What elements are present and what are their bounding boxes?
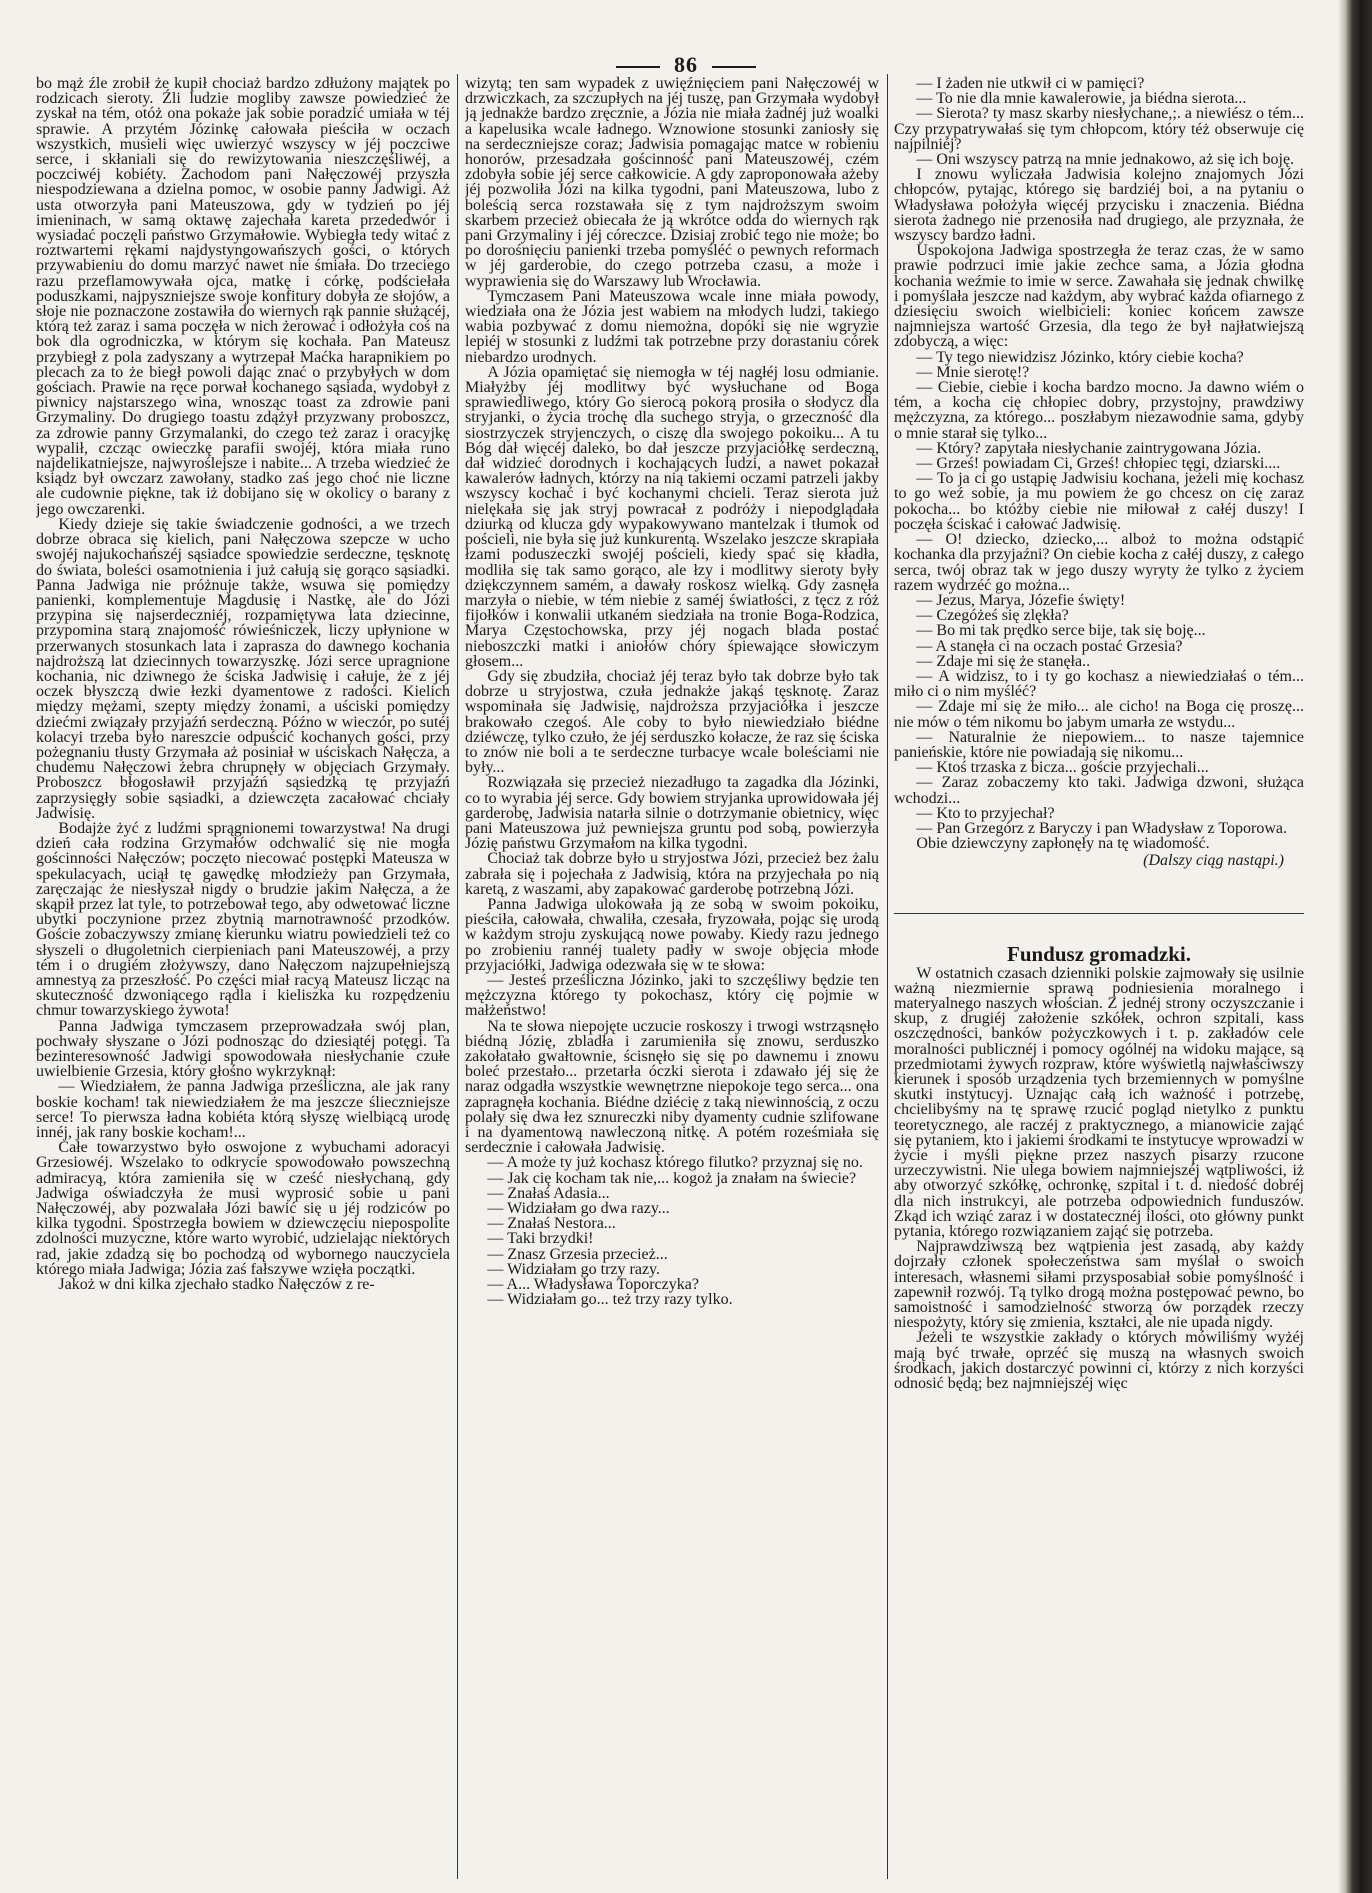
paragraph: — Wiedziałem, że panna Jadwiga prześliczna, ale jak rany boskie kocham! tak niewiedziałem że ma jeszcze ślieczniejsze serce! To pierwsza ładna kobiéta którą słyszę wielbiącą urodę innéj, jak rany boskie kocham!... (36, 1078, 450, 1142)
paragraph: — Bo mi tak prędko serce bije, tak się boję... (916, 622, 1206, 640)
paragraph: bo mąż źle zrobił że kupił chociaż bardzo zdłużony majątek po rodzicach sieroty. Źli ludzie mogliby zawsze powiedzieć że zyskał na tém, otóż ona pokaże jak sobie poradzić umiała w téj sprawie. A przytém Józinkę całowała pieściła w oczach wszystkich, musieli więc uwierzyć wszyscy w jéj poczciwe serce, i skłaniali się do rewizytowania nieszczęśliwéj, a poczciwéj kobiéty. Zachodom pani Nałęczowéj przyszła niespodziewana a dzielna pomoc, w osobie panny Jadwigi. Aż usta otworzyła pani Mateuszowa, gdy w tydzień po jéj imieninach, w samą oktawę zajechała kareta przededwór i wysiadać poczęli państwo Grzymałowie. Wybiegła tedy witać z roztwartemi rękami najdystyngowańszych gości, o których przywabieniu do domu marzyć nawet nie śmiała. Do trzeciego razu przeflamowywała ojca, matkę i córkę, podściełała poduszkami, najpyszniejsze swoje konfitury dobyła ze słojów, a słoje nie poznaczone zostawiła do wiernych rąk pannie służącéj, którą też zaraz i sama poczęła w nich żerować i odłożyła coś na bok dla ogrodniczka, w którym się kochała. Pan Mateusz przybiegł z pola zadyszany a wytrzepał Maćka harapnikiem po plecach za to że biegł powoli dając znać o przybyłych w dom gościach. Prawie na ręce porwał kochanego sąsiada, wydobył z piwnicy najstarszego wina, wnosząc toast za zdrowie pani Grzymaliny. Do drugiego toastu zdążył przyzwany proboszcz, za zdrowie panny Grzymalanki, do czego też zaraz i oracyjkę wypalił, czcząc owieczkę parafii swojéj, która miała runo najdelikatniejsze, najwyroślejsze i nabite... A trzeba wiedzieć że ksiądz był owczarz zawołany, stadko zaś jego choć nie liczne ale cudownie piękne, tak iż dobijano się w okolicy o barany z jego owczarenki. (36, 76, 450, 518)
paragraph: — To nie dla mnie kawalerowie, ja biédna sierota... (916, 90, 1247, 108)
decorative-dash (712, 66, 756, 68)
paragraph: Całe towarzystwo było oswojone z wybuchami adoracyi Grzesiowéj. Wszelako to odkrycie spowodowało powszechną admiracyą, która zamieniła się w cześć niesłychaną, gdy Jadwiga oświadczyła że musi wyprosić sobie u pani Nałęczowéj, aby pozwalała Józi bawić się u jéj rodziców po kilka tygodni. Spostrzegła bowiem w dziewczęciu niepospolite zdolności muzyczne, które warto wyrobić, udzielając niektórych rad, jakie zdadzą się bo pochodzą od wybornego nauczyciela którego miała Jadwiga; Józia zaś fałszywe wzięła początki. (36, 1139, 450, 1278)
paragraph: Uspokojona Jadwiga spostrzegła że teraz czas, że w samo prawie podrzuci imie jakie zechce sama, a Józia głodna kochania weźmie to imie w serce. Zawahała się jednak chwilkę i pomyślała jeszcze nad każdym, aby wybrać każda ofiarnego z dziesięciu swoich wielbicieli: koniec końcem zawsze najmniejsza wartość Grzesia, dla tego że był najłatwiejszą zdobyczą, a więc: (894, 242, 1304, 351)
paragraph: — Ktoś trzaska z bicza... goście przyjechali... (916, 759, 1209, 777)
section-divider (894, 913, 1304, 914)
paragraph: — Pan Grzegórz z Baryczy i pan Władysław z Toporowa. (916, 819, 1287, 837)
paragraph: Na te słowa niepojęte uczucie roskoszy i trwogi wstrząsnęło biédną Józię, zbladła i zarumieniła się znowu, serduszko zakołatało gwałtownie, ścisnęło się się po dawnemu i znowu boleć przestało... przetarła óczki sierota i zdawało jéj się że naraz odgadła wszystkie wewnętrzne niepokoje tego serca... ona zapragnęła kochania. Biédne dziécię z taką niewinnością, z oczu polały się dwa łez sznureczki niby dyamenty cudnie szlifowane i na dyamentową nawleczoną nitkę. A potém roześmiała się serdecznie i całowała Jadwisię. (465, 1017, 879, 1157)
text-column-3 (894, 76, 1304, 1884)
paragraph: Jakoż w dni kilka zjechało stadko Nałęczów z re- (58, 1276, 375, 1294)
paragraph: — Jesteś prześliczna Józinko, jaki to szczęśliwy będzie ten mężczyzna którego ty pokochasz, który cię pojmie w małżeństwo! (465, 971, 879, 1020)
paragraph: — Mnie sierotę!? (916, 363, 1030, 381)
paragraph: W ostatnich czasach dzienniki polskie zajmowały się usilnie ważną niezmiernie sprawą podniesienia moralnego i materyalnego naszych włościan. Z jednéj strony oczyszczanie i skup, z drugiéj założenie szkółek, ochron szpitali, kass oszczędności, banków pożyczkowych i t. p. zakładów cele moralności publicznéj i pomocy ogólnéj na widoku mające, są przedmiotami żywych rozpraw, które wyświetlą najwłaściwszy kierunek i sposób urządzenia tych brzemiennych w pomyślne skutki instytucyj. Uznając całą ich ważność i potrzebę, chcielibyśmy na tę sprawę rzucić pogląd nietylko z punktu teoretycznego, ale raczéj z praktycznego, a mianowicie zająć się pytaniem, kto i jakiemi środkami te instytucye wprowadzi w życie i myśli piękne przez naszych pisarzy rzucone urzeczywistni. Nie ulega bowiem najmniejszéj wątpliwości, iż aby otworzyć szkółkę, ochronkę, szpital i t. d. niedość dobréj dla nich instrukcyi, ale potrzeba odpowiednich funduszów. Zkąd ich wziąć zaraz i w dostatecznéj ilości, oto główny punkt pytania, którego rozwiązaniem zająć się potrzeba. (894, 964, 1304, 1241)
paragraph: Jeżeli te wszystkie zakłady o których mówiliśmy wyżéj mają być trwałe, oprzéć się muszą na własnych swoich środkach, jakich dostarczyć powinni ci, którzy z nich korzyści odnosić będą; bez najmniejszéj więc (894, 1329, 1304, 1393)
paragraph: — Taki brzydki! (487, 1230, 594, 1248)
paragraph: — Znałaś Adasia... (487, 1184, 610, 1202)
paragraph: Panna Jadwiga ulokowała ją ze sobą w swoim pokoiku, pieściła, całowała, chwaliła, czesała, fryzowała, pojąc się urodą w każdym stroju zyskującą nowe powaby. Kiedy razu jednego po zrobieniu rannéj tualety padły w swoje objęcia młode przyjaciółki, Jadwiga odezwała się w te słowa: (465, 895, 879, 974)
paragraph: — Zdaje mi się że miło... ale cicho! na Boga cię proszę... nie mów o tém nikomu bo jabym umarła ze wstydu... (894, 698, 1304, 731)
paragraph: — Znasz Grzesia przecież... (487, 1245, 668, 1263)
page-number-text: 86 (674, 52, 698, 77)
paragraph: — Znałaś Nestora... (487, 1215, 616, 1233)
paragraph: Rozwiązała się przecież niezadługo ta zagadka dla Józinki, co to wyrabia jéj serce. Gdy bowiem stryjanka uprowidowała jéj garderobę, Jadwisia natarła silnie o dotrzymanie obietnicy, więc pani Mateuszowa już pewniejsza gruntu pod sobą, powierzyła Józię państwu Grzymałom na kilka tygodni. (465, 774, 879, 853)
paragraph: — Sierota? ty masz skarby niesłychane,;. a niewiész o tém... Czy przypatrywałaś się tym chłopcom, który téż obserwuje cię najpilniéj? (894, 105, 1304, 153)
text-column-1 (36, 76, 450, 1884)
paragraph: wizytą; ten sam wypadek z uwięźnięciem pani Nałęczowéj w drzwiczkach, za szczupłych na jéj tuszę, pan Grzymała wydobył ją jednakże bardzo zręcznie, a Józia nie miała żadnéj już woalki a kapelusika wcale ładnego. Wznowione stosunki zaniosły się na serdeczniejsze coraz; Jadwisia pomagając matce w robieniu honorów, przesadzała gościnność pani Mateuszowéj, czém zdobyła sobie jéj serce całkowicie. A gdy zaproponowała ażeby jéj pozwoliła Józi na kilka tygodni, pani Mateuszowa, lubo z boleścią serca rozstawała się z tym najdroższym swoim skarbem przecież obiecała że ją wkrótce odda do wiernych rąk pani Grzymaliny i jéj córeczce. Dzisiaj zrobić tego nie może; bo po dorośnięciu panienki trzeba pomyśléć o pewnych reformach w jéj garderobie, do czego potrzeba czasu, a może i wyprawienia się do Warszawy lub Wrocławia. (465, 76, 879, 290)
paragraph: Tymczasem Pani Mateuszowa wcale inne miała powody, wiedziała ona że Józia jest wabiem na młodych ludzi, takiego wabia pozbywać z domu niemożna, dopóki się nie wgryzie lepiéj w stosunki z ludźmi tak potrzebne przy dorastaniu córek niebardzo urodnych. (465, 287, 879, 366)
paragraph: Kiedy dzieje się takie świadczenie godności, a we trzech dobrze obraca się kielich, pani Nałęczowa szepcze w ucho swojéj najukochańszéj sąsiadce spowiedzie serdeczne, tęsknotę do świata, boleści osamotnienia i już całują się gorąco sąsiadki. Panna Jadwiga nie próżnuje także, wsuwa się pomiędzy panienki, komplementuje Magdusię i Nastkę, ale do Józi przypina się najserdeczniéj, rozpamiętywa lata dziecinne, przypomina starą znajomość rówieśniczek, liczy upłynione w przerwanych stosunkach lata i zaprasza do dawnego kochania najdroższą lat dziecinnych towarzyszkę. Józi serce upragnione kochania, nic dziwnego że ściska Jadwisię i całuje, że z jéj oczek błyszczą dwie łezki dyamentowe z radości. Kielich między mężami, szepty między żonami, a uściski pomiędzy dziećmi związały przyjaźń serdeczną. Późno w wieczór, po sutéj kolacyi trzeba było nareszcie odpuścić kochanych gości, przy pożegnaniu tłusty Grzymała aż posiniał w uściskach Nałęcza, a chudemu Nałęczowi żebra chrupnęły w objęciach Grzymały. Proboszcz błogosławił przyjaźń sąsiedzką tę przyjaźń zaprzysięgły sobie sąsiadki, a dziewczęta zacałować chciały Jadwisię. (36, 515, 450, 822)
paragraph: — Czegóżeś się zlękła? (916, 607, 1069, 625)
paragraph: — O! dziecko, dziecko,... alboż to można odstąpić kochanka dla przyjaźni? On ciebie kocha z całéj duszy, z całego serca, twój obraz tak w jego duszy wyryty że tylko z życiem razem wydrzéć go można... (894, 531, 1304, 594)
paragraph: — Oni wszyscy patrzą na mnie jednakowo, aż się ich boję. (916, 151, 1295, 169)
paragraph: — A... Władysława Toporczyka? (487, 1276, 699, 1294)
paragraph: — Jak cię kocham tak nie,... kogoż ja znałam na świecie? (487, 1169, 857, 1187)
decorative-dash (616, 66, 660, 68)
paragraph: Obie dziewczyny zapłonęły na tę wiadomość. (916, 835, 1210, 853)
paragraph: I znowu wyliczała Jadwisia kolejno znajomych Józi chłopców, pytając, którego się bardziéj boi, a na pytaniu o Władysława położyła więcéj przycisku i znaczenia. Biédna sierota żadnego nie przenosiła nad drugiego, ale przyznała, że wszyscy bardzo ładni. (894, 166, 1304, 245)
article-body (894, 966, 1304, 1392)
paragraph: — Grześ! powiadam Ci, Grześ! chłopiec tęgi, dziarski.... (916, 455, 1281, 473)
paragraph: Gdy się zbudziła, chociaż jéj teraz było tak dobrze było tak dobrze u stryjostwa, czuła jednakże jakąś tęsknotę. Zaraz wspominała się Jadwisię, najdroższa przyjaciółka i jeszcze brakowało czegoś. Ale coby to było niewiedziało biédne dziéwczę, tylko czuło, że jéj serduszko kołacze, że raz się ściska to znów nie boli a te serdeczne turbacye wcale boleściami nie były... (465, 667, 879, 777)
paragraph: A Józia opamiętać się niemogła w téj nagłéj losu odmianie. Miałyżby jéj modlitwy być wysłuchane od Boga sprawiedliwego, który Go sierocą pokorą prosiła o słodycz dla stryjanki, o życia trochę dla suchego stryja, o grzeczność dla siostrzyczek stryjenczych, o ciszę dla swojego pokoiku... A tu Bóg dał więcéj daleko, bo dał jeszcze przyjaciółkę serdeczną, dał widzieć dorodnych i kochających ludzi, a nawet pokazał kawalerów ładnych, którzy na nią takiemi oczami patrzeli jakby wszyscy kochać i być kochanymi chcieli. Teraz sierota już nielękała się jak stryj powracał z podróży i niepodglądała dziurką od klucza gdy wypakowywano mantelzak i tłumok od pościeli, nie była się już kunkurentą. Wszelako jeszcze skrapiała łzami poduszeczki swojéj pościeli, kiedy spać się kładła, modliła się tak samo gorąco, ale łzy i modlitwy sieroty były dziękczynnem samém, a dawały roskosz wielką. Gdy zasnęła marzyła o niebie, w tém niebie z saméj światłości, z tęcz z róż fijołków i konwalii utkaném siedziała na tronie Boga-Rodzica, Marya Częstochowska, przy jéj nogach blada postać nieboszczki matki i aniołów chóry śpiewające słowiczym głosem... (465, 363, 879, 670)
column-divider (887, 74, 888, 1879)
paragraph: — Widziałam go dwa razy... (487, 1200, 670, 1218)
paragraph: Chociaż tak dobrze było u stryjostwa Józi, przecież bez żalu zabrała się i pojechała z Jadwisią, która na przyjechała po nią karetą, z waszami, aby zapakować garderobę potrzebną Józi. (465, 850, 879, 898)
paragraph: — Zdaje mi się że stanęła.. (916, 652, 1091, 670)
paragraph: Panna Jadwiga tymczasem przeprowadzała swój plan, pochwały słyszane o Józi podnosząc do dziesiątéj potęgi. Ta bezinteresowność Jadwigi spowodowała niesłychanie czułe uwielbienie Grzesia, który głośno wykrzyknął: (36, 1017, 450, 1081)
paragraph: — Widziałam go... też trzy razy tylko. (487, 1291, 733, 1309)
paragraph: Bodajże żyć z ludźmi sprągnionemi towarzystwa! Na drugi dzień cała rodzina Grzymałów odchwalić się nie mogła gościnności Nałęczów; poczęto niecować postępki Mateusza w spekulacyach, uciął tę gawędkę młodzieży pan Grzymała, zaręczając że niesłyszał nigdy o brudzie jakim Nałęcza, a że skąpił przez lat tyle, to potrzebował tego, aby odwetować liczne ubytki poczynione przez zbytnią marnotrawność przodków. Goście zobaczywszy zmianę kierunku wiatru powiedzieli też co słyszeli o długoletnich cierpieniach pani Mateuszowéj, a przy tém i o drugiém złożywszy, dano Nałęczom najzupełniejszą amnestyą za przeszłość. Po części miał racyą Mateusz licząc na skuteczność dzwoniącego rądla i kieliszka ku rozpędzeniu chmur towarzyskiego żywota! (36, 819, 450, 1020)
paragraph: — Zaraz zobaczemy kto taki. Jadwiga dzwoni, służąca wchodzi... (894, 774, 1304, 807)
continuation-note: (Dalszy ciąg nastąpi.) (1143, 852, 1284, 870)
paragraph: — Ciebie, ciebie i kocha bardzo mocno. Ja dawno wiém o tém, a kocha cię chłopiec dobry, przystojny, prawdziwy mężczyzna, za którego... poszłabym niezawodnie sama, gdyby o mnie starał się tylko... (894, 379, 1304, 442)
paragraph: Najprawdziwszą bez wątpienia jest zasadą, aby każdy dojrzały członek społeczeństwa sam myślał o swoich interesach, własnemi siłami przysposabiał sobie pomyślność i zapewnił rozwój. Tą tylko drogą można postępować pewno, bo samoistność i samodzielność stworzą ów porządek rzeczy niespożyty, który się zmienia, kształci, ale nie upada nigdy. (894, 1238, 1304, 1332)
paragraph: — Jezus, Marya, Józefie święty! (916, 591, 1126, 609)
paragraph: — To ja ci go ustąpię Jadwisiu kochana, jeżeli mię kochasz to go weź sobie, ja mu powiem że go chcesz on cię zaraz pokocha... bo któżby ciebie nie miłował z całéj duszy! I poczęła ściskać i całować Jadwisię. (894, 470, 1304, 533)
paragraph: — Ty tego niewidzisz Józinko, który ciebie kocha? (916, 348, 1244, 366)
paragraph: — Który? zapytała niesłychanie zaintrygowana Józia. (916, 439, 1262, 457)
column-divider (457, 74, 458, 1879)
paragraph: — Kto to przyjechał? (916, 804, 1055, 822)
paragraph: — A widzisz, to i ty go kochasz a niewiedziałaś o tém... miło ci o nim myśléć? (894, 667, 1304, 701)
paragraph: — Widziałam go trzy razy. (487, 1260, 661, 1278)
story-continuation (894, 76, 1304, 851)
page-number (0, 52, 1372, 78)
article-title: Fundusz gromadzki. (1007, 941, 1191, 966)
adjacent-page-edge (1344, 0, 1372, 1893)
paragraph: — A może ty już kochasz którego filutko? przyznaj się no. (487, 1154, 863, 1172)
paragraph: — A stanęła ci na oczach postać Grzesia? (916, 637, 1183, 655)
paragraph: — Naturalnie że niepowiem... to nasze tajemnice panieńskie, które nie powiadają się nikomu... (894, 728, 1304, 761)
text-column-2 (465, 76, 879, 1884)
paragraph: — I żaden nie utkwił ci w pamięci? (916, 76, 1145, 92)
